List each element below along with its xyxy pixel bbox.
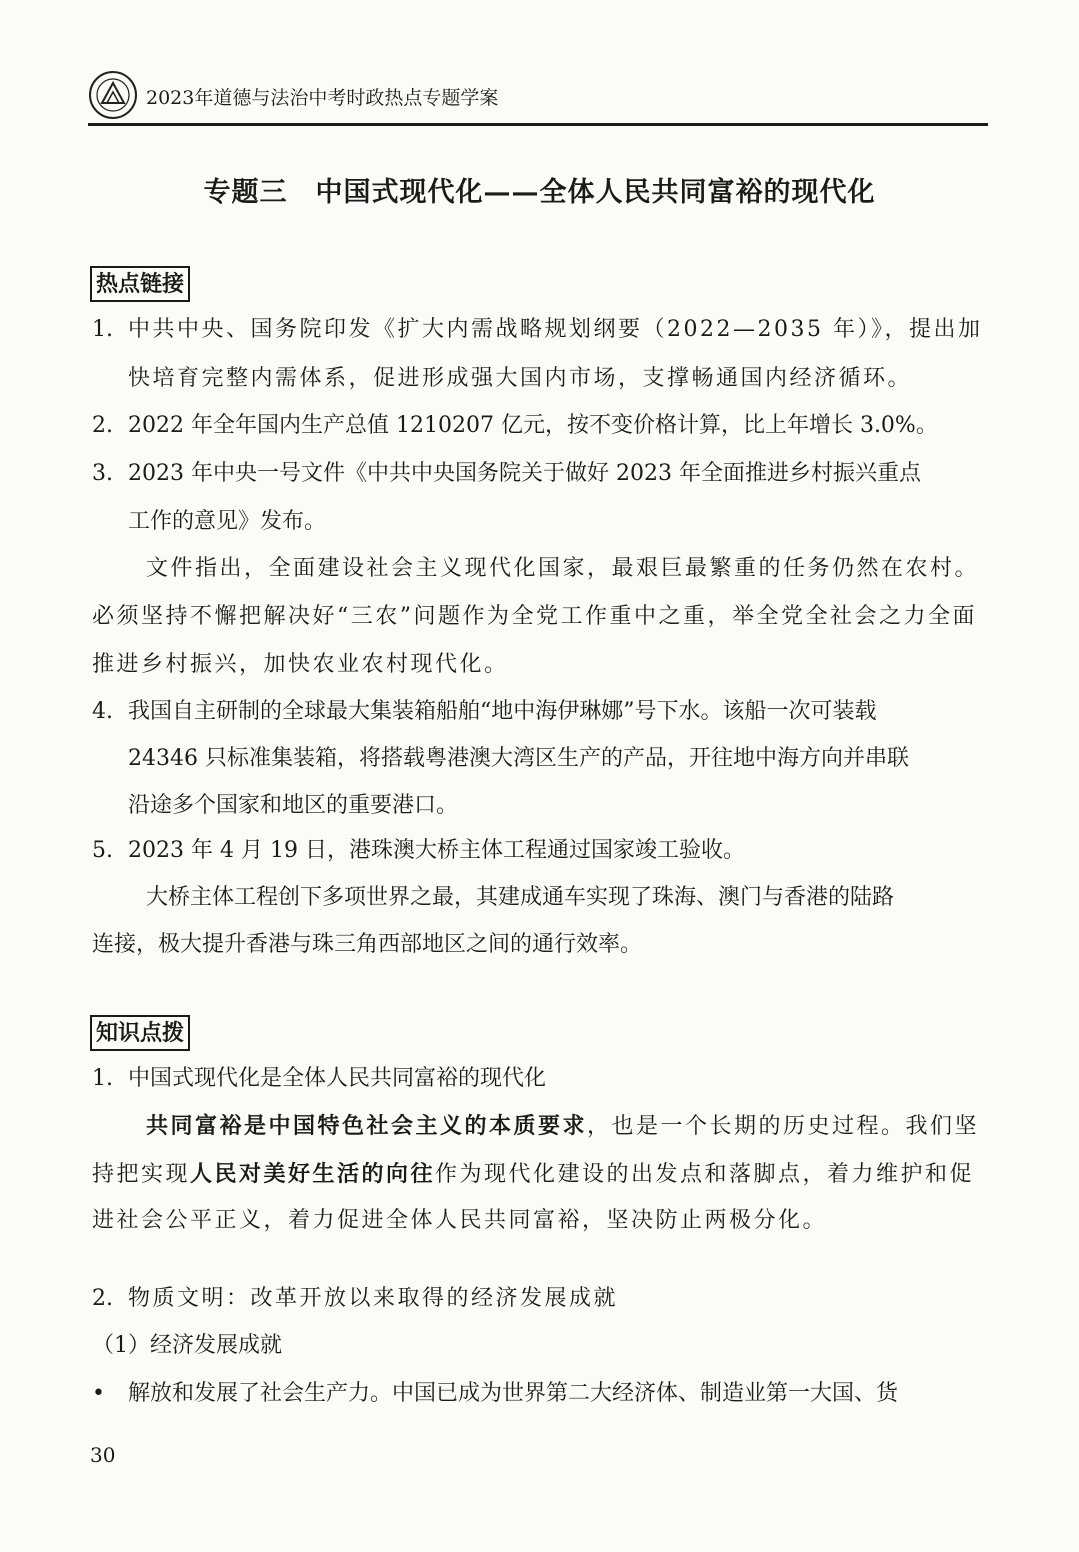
list-item-continuation: 沿途多个国家和地区的重要港口。	[128, 793, 459, 818]
header-rule	[88, 123, 988, 126]
section-label-knowledge: 知识点拨	[90, 1015, 190, 1051]
paragraph-line: 连接，极大提升香港与珠三角西部地区之间的通行效率。	[92, 932, 643, 957]
list-item-continuation: 工作的意见》发布。	[128, 509, 327, 534]
bullet-icon: •	[92, 1381, 105, 1406]
topic-title: 专题三 中国式现代化——全体人民共同富裕的现代化	[203, 177, 876, 208]
list-item: 3. 2023 年中央一号文件《中共中央国务院关于做好 2023 年全面推进乡村振兴重点	[92, 461, 921, 486]
sub-heading: （1）经济发展成就	[92, 1333, 282, 1358]
paragraph-line: 必须坚持不懈把解决好“三农”问题作为全党工作重中之重，举全党全社会之力全面	[92, 604, 977, 629]
list-item: 5. 2023 年 4 月 19 日，港珠澳大桥主体工程通过国家竣工验收。	[92, 838, 745, 863]
list-item: 4. 我国自主研制的全球最大集装箱船舶“地中海伊琳娜”号下水。该船一次可装载	[92, 699, 877, 724]
paragraph-line: 共同富裕是中国特色社会主义的本质要求，也是一个长期的历史过程。我们坚	[146, 1113, 980, 1139]
paragraph-line: 推进乡村振兴，加快农业农村现代化。	[92, 652, 509, 677]
section-label-hotspot: 热点链接	[90, 266, 190, 302]
list-item: 1. 中共中央、国务院印发《扩大内需战略规划纲要（2022—2035 年）》，提出加	[92, 317, 983, 342]
paragraph-line: 大桥主体工程创下多项世界之最，其建成通车实现了珠海、澳门与香港的陆路	[146, 885, 895, 910]
paragraph-line: 进社会公平正义，着力促进全体人民共同富裕，坚决防止两极分化。	[92, 1208, 828, 1233]
list-item-continuation: 24346 只标准集装箱，将搭载粤港澳大湾区生产的产品，开往地中海方向并串联	[128, 746, 909, 771]
page-number: 30	[90, 1443, 116, 1467]
page-header	[88, 70, 988, 126]
paragraph-line: 文件指出，全面建设社会主义现代化国家，最艰巨最繁重的任务仍然在农村。	[146, 556, 980, 581]
list-item: 2. 2022 年全年国内生产总值 1210207 亿元，按不变价格计算，比上年增长 3.0%。	[92, 413, 938, 438]
list-item: 2. 物质文明：改革开放以来取得的经济发展成就	[92, 1286, 619, 1311]
list-item-continuation: 快培育完整内需体系，促进形成强大国内市场，支撑畅通国内经济循环。	[128, 366, 913, 391]
school-seal-icon	[88, 70, 138, 120]
bullet-item: • 解放和发展了社会生产力。中国已成为世界第二大经济体、制造业第一大国、货	[92, 1379, 898, 1409]
header-title: 2023年道德与法治中考时政热点专题学案	[146, 87, 499, 109]
list-item: 1. 中国式现代化是全体人民共同富裕的现代化	[92, 1066, 547, 1091]
paragraph-line: 持把实现人民对美好生活的向往作为现代化建设的出发点和落脚点，着力维护和促	[92, 1161, 975, 1187]
